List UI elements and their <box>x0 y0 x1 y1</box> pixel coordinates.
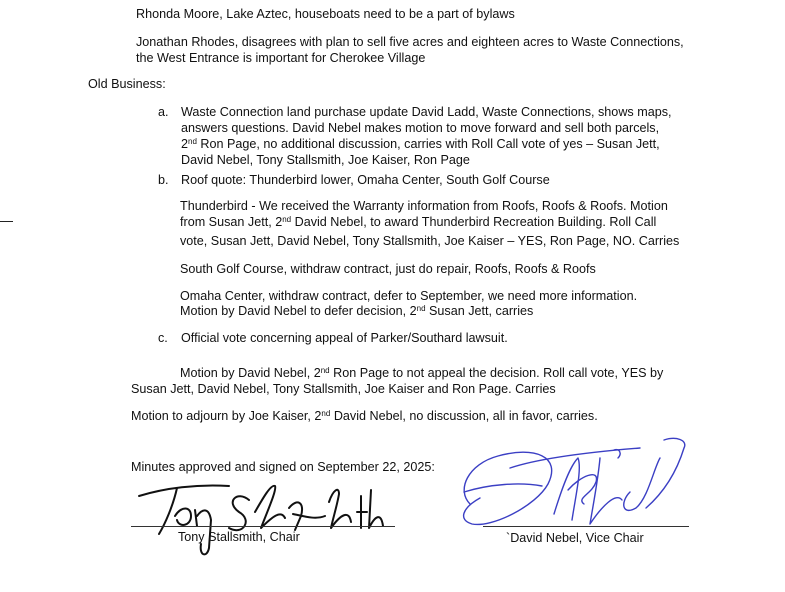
chair-signature-line <box>131 526 395 527</box>
chair-caption: Tony Stallsmith, Chair <box>178 530 300 544</box>
omaha-line2-pre: Motion by David Nebel to defer decision, 2 <box>180 304 417 318</box>
appeal-second-suffix: nd <box>320 366 330 375</box>
item-b-line1: Roof quote: Thunderbird lower, Omaha Center, South Golf Course <box>181 173 550 187</box>
item-a-marker: a. <box>158 105 169 119</box>
appeal-motion-post: Ron Page to not appeal the decision. Roll call vote, YES by <box>329 366 664 380</box>
omaha-center-line2 <box>180 304 533 319</box>
thunderbird-line2-post: David Nebel, to award Thunderbird Recreation Building. Roll Call <box>291 215 657 229</box>
item-c-line1: Official vote concerning appeal of Parker/Southard lawsuit. <box>181 331 508 345</box>
omaha-center-line1: Omaha Center, withdraw contract, defer to September, we need more information. <box>180 289 638 303</box>
minutes-approval-statement: Minutes approved and signed on September 22, 2025: <box>131 460 435 474</box>
thunderbird-line1: Thunderbird - We received the Warranty information from Roofs, Roofs & Roofs. Motion <box>180 199 668 213</box>
thunderbird-second-suffix: nd <box>282 215 292 224</box>
adjourn-post: David Nebel, no discussion, all in favor, carries. <box>330 409 598 423</box>
thunderbird-line2-pre: from Susan Jett, 2 <box>180 215 283 229</box>
old-business-heading: Old Business: <box>88 77 166 91</box>
vice-chair-signature <box>450 428 700 538</box>
public-comment-jonathan-rhodes-line2: the West Entrance is important for Cherokee Village <box>136 51 426 65</box>
chair-signature <box>125 472 395 562</box>
south-golf-course-note: South Golf Course, withdraw contract, just do repair, Roofs, Roofs & Roofs <box>180 262 596 276</box>
item-a-line3-text: Ron Page, no additional discussion, carries with Roll Call vote of yes – Susan Jett, <box>196 137 660 151</box>
appeal-motion-line1 <box>180 366 663 381</box>
vice-chair-caption: `David Nebel, Vice Chair <box>506 531 644 545</box>
public-comment-rhonda-moore: Rhonda Moore, Lake Aztec, houseboats need to be a part of bylaws <box>136 7 515 21</box>
appeal-motion-pre: Motion by David Nebel, 2 <box>180 366 321 380</box>
thunderbird-line3: vote, Susan Jett, David Nebel, Tony Stallsmith, Joe Kaiser – YES, Ron Page, NO. Carries <box>180 234 680 248</box>
vice-chair-signature-line <box>483 526 689 527</box>
appeal-motion-line2: Susan Jett, David Nebel, Tony Stallsmith, Joe Kaiser and Ron Page. Carries <box>131 382 556 396</box>
item-a-line4: David Nebel, Tony Stallsmith, Joe Kaiser, Ron Page <box>181 153 470 167</box>
item-c-marker: c. <box>158 331 168 345</box>
public-comment-jonathan-rhodes-line1: Jonathan Rhodes, disagrees with plan to sell five acres and eighteen acres to Waste Connections, <box>136 35 684 49</box>
item-b-marker: b. <box>158 173 169 187</box>
omaha-line2-post: Susan Jett, carries <box>425 304 534 318</box>
adjourn-second-suffix: nd <box>321 409 331 418</box>
thunderbird-line2 <box>180 215 656 230</box>
item-a-line2: answers questions. David Nebel makes motion to move forward and sell both parcels, <box>181 121 660 135</box>
item-a-line3 <box>181 137 660 152</box>
adjourn-motion <box>131 409 598 424</box>
page-left-edge-mark <box>0 221 13 222</box>
item-a-second-suffix: nd <box>188 137 197 146</box>
omaha-second-suffix: nd <box>416 304 426 313</box>
adjourn-pre: Motion to adjourn by Joe Kaiser, 2 <box>131 409 322 423</box>
item-a-line1: Waste Connection land purchase update David Ladd, Waste Connections, shows maps, <box>181 105 672 119</box>
item-a-second-number: 2 <box>181 137 189 151</box>
